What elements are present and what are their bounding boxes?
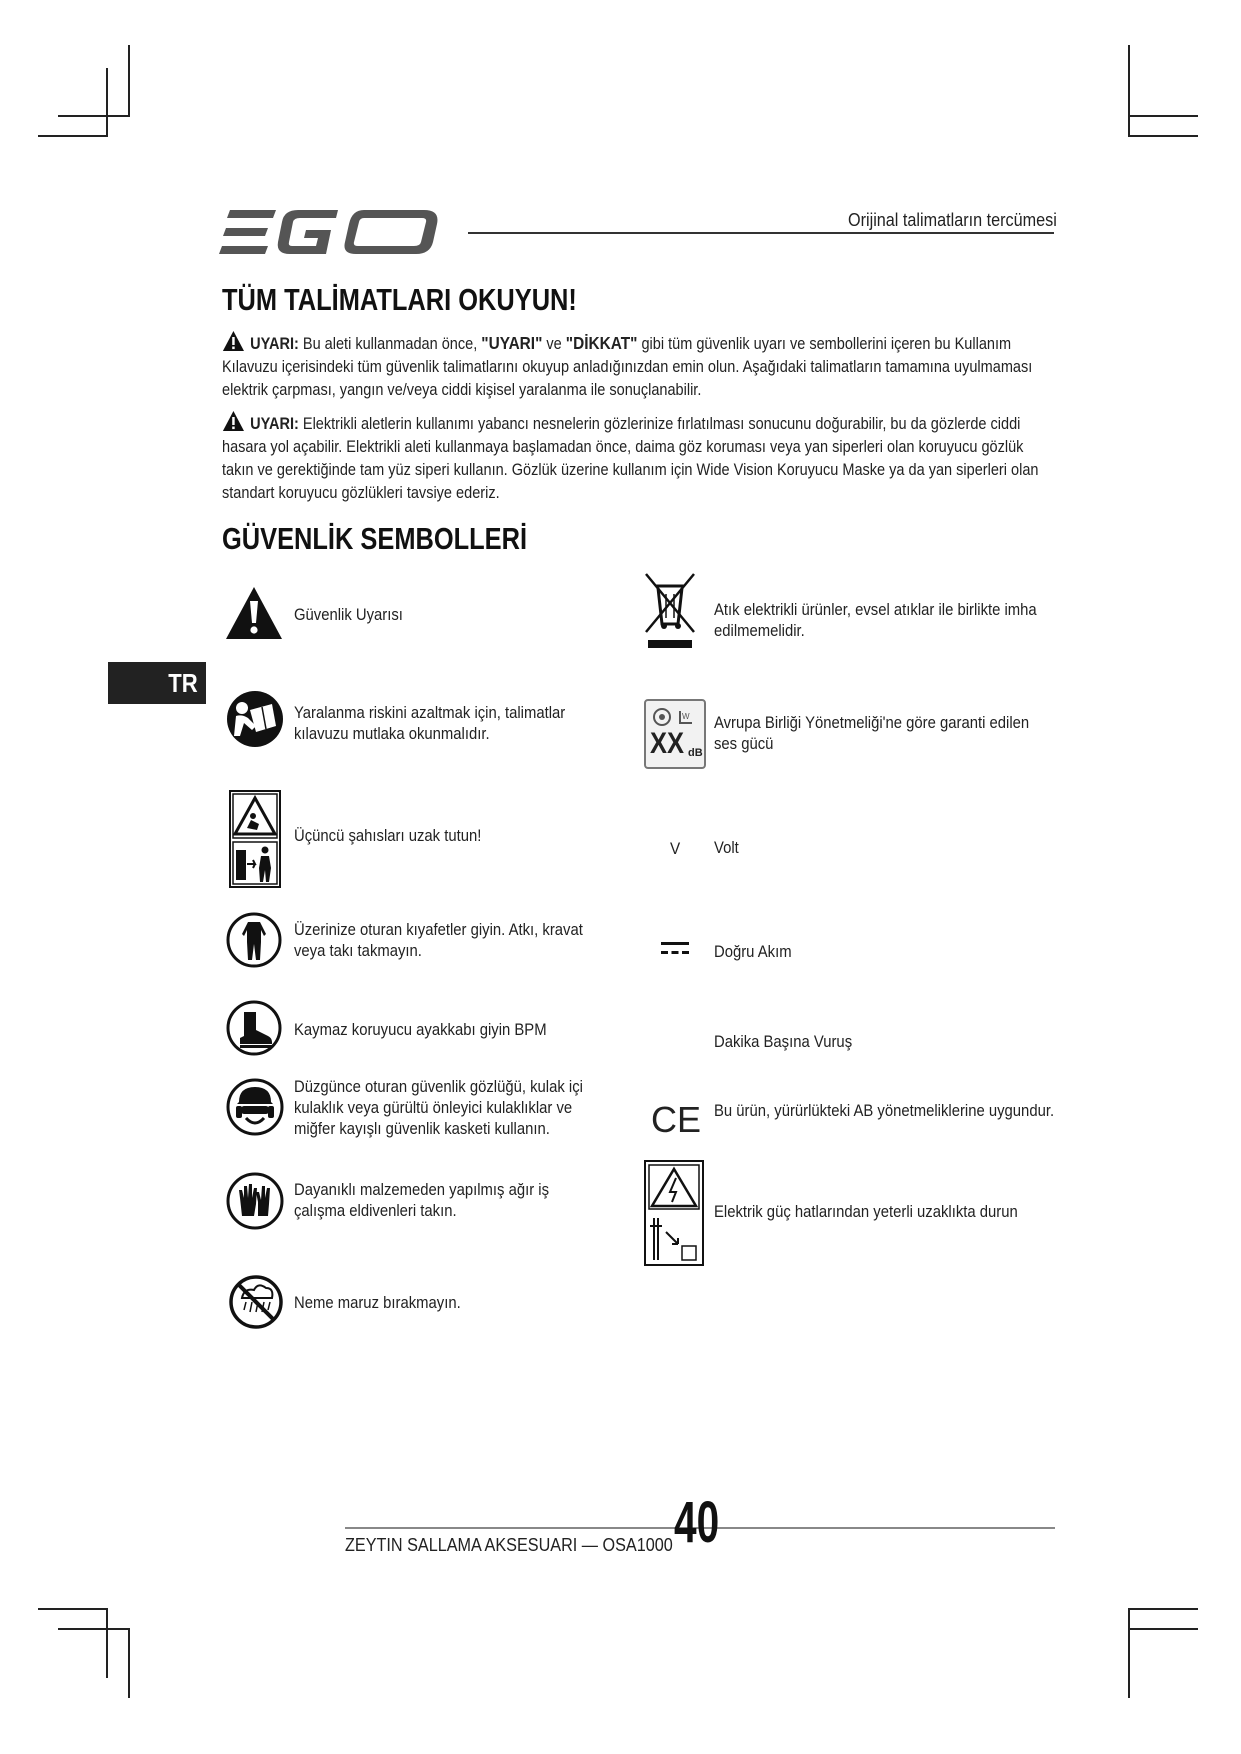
symbol-text: Bu ürün, yürürlükteki AB yönetmeliklerine uygundur. (714, 1102, 1055, 1120)
symbol-text: Dakika Başına Vuruş (714, 1033, 853, 1051)
warning-text: Elektrikli aletlerin kullanımı yabancı nesnelerin gözlerinize fırlatılması sonucunu doğurabilir, bu da gözlerde ciddi hasara yol açabilir. Elektrikli aleti kullanmaya başlamadan önce, daima göz koruması veya yan siperleri olan koruyucu gözlük takın ve gerektiğinde tam yüz siperi kullanın. Gözlük üzerine kullanım için Wide Vision Koruyucu Maske ya da yan siperleri olan standart koruyucu gözlükleri tavsiye ederiz. (222, 415, 1039, 502)
warning-label: UYARI: (250, 415, 299, 433)
symbol-text: Atık elektrikli ürünler, evsel atıklar ile birlikte imha edilmemelidir. (714, 601, 1037, 640)
safety-alert-icon (224, 585, 284, 641)
warning-paragraph-2 (222, 410, 1058, 505)
crop-mark (1128, 1608, 1198, 1610)
ce-mark-icon: CE (651, 1099, 702, 1140)
power-line-icon (644, 1160, 704, 1266)
header-rule (468, 232, 1054, 234)
symbol-text: Kaymaz koruyucu ayakkabı giyin BPM (294, 1021, 547, 1039)
crop-mark (58, 115, 130, 117)
section-title-read: TÜM TALİMATLARI OKUYUN! (222, 282, 577, 317)
warning-text: gibi tüm güvenlik uyarı ve sembollerini içeren bu Kullanım Kılavuzu içerisindeki tüm güvenlik talimatlarını okuyup anladığınızdan emin olun. Aşağıdaki talimatların tamamına uyulmaması elektrik çarpması, yangın ve/veya ciddi kişisel yaralanma ile sonuçlanabilir. (222, 335, 1033, 399)
crop-mark (38, 135, 108, 137)
crop-mark (106, 1608, 108, 1678)
crop-mark (1128, 115, 1198, 117)
language-tab-label: TR (168, 668, 198, 698)
sound-power-icon (644, 699, 706, 769)
crop-mark (128, 45, 130, 115)
symbol-text: Düzgünce oturan güvenlik gözlüğü, kulak içi kulaklık veya gürültü önleyici kulaklıklar ve miğfer kayışlı güvenlik kasketi kullanın. (294, 1078, 583, 1138)
symbol-text: Üçüncü şahısları uzak tutun! (294, 827, 482, 845)
symbol-text: Dayanıklı malzemeden yapılmış ağır iş çalışma eldivenleri takın. (294, 1181, 550, 1220)
read-manual-icon (226, 690, 284, 748)
quote-uyari: "UYARI" (481, 333, 543, 353)
warning-text: ve (542, 335, 566, 353)
symbol-text: Elektrik güç hatlarından yeterli uzaklıkta durun (714, 1203, 1018, 1221)
safety-boot-icon (226, 1000, 282, 1056)
ego-logo (218, 204, 448, 260)
header-subtitle: Orijinal talimatların tercümesi (848, 210, 1057, 230)
warning-triangle-icon (222, 330, 245, 352)
quote-dikkat: "DİKKAT" (565, 333, 638, 353)
svg-text:W: W (682, 712, 690, 721)
no-rain-icon (228, 1274, 284, 1330)
crop-mark (106, 68, 108, 136)
symbol-text: Üzerinize oturan kıyafetler giyin. Atkı, kravat veya takı takmayın. (294, 921, 583, 960)
symbol-text: Doğru Akım (714, 943, 792, 961)
page-number: 40 (674, 1490, 720, 1555)
symbol-text: Güvenlik Uyarısı (294, 606, 403, 624)
symbol-text: Avrupa Birliği Yönetmeliği'ne göre garanti edilen ses gücü (714, 714, 1030, 753)
crop-mark (1128, 135, 1198, 137)
volt-symbol: V (670, 839, 681, 858)
footer-product: ZEYTIN SALLAMA AKSESUARI — OSA1000 (345, 1535, 673, 1555)
crop-mark (1128, 45, 1130, 135)
warning-paragraph-1 (222, 330, 1058, 402)
sound-waves-icon (650, 705, 698, 729)
warning-text: Bu aleti kullanmadan önce, (298, 335, 482, 353)
weee-bin-icon (642, 572, 698, 650)
symbol-text: Yaralanma riskini azaltmak için, talimatlar kılavuzu mutlaka okunmalıdır. (294, 704, 566, 743)
sound-power-value: XX (650, 727, 685, 760)
sound-power-unit: dB (688, 747, 703, 759)
crop-mark (38, 1608, 108, 1610)
crop-mark (1128, 1608, 1130, 1698)
symbol-text: Neme maruz bırakmayın. (294, 1294, 461, 1312)
head-protection-icon (226, 1078, 284, 1136)
section-title-symbols: GÜVENLİK SEMBOLLERİ (222, 521, 528, 556)
fitted-clothing-icon (226, 912, 282, 968)
language-tab (108, 662, 206, 704)
crop-mark (1128, 1628, 1198, 1630)
warning-label: UYARI: (250, 335, 299, 353)
direct-current-icon (660, 940, 690, 958)
crop-mark (58, 1628, 130, 1630)
keep-bystanders-away-icon (229, 790, 281, 888)
crop-mark (128, 1628, 130, 1698)
warning-triangle-icon (222, 410, 245, 432)
symbol-text: Volt (714, 839, 739, 857)
gloves-icon (226, 1172, 284, 1230)
